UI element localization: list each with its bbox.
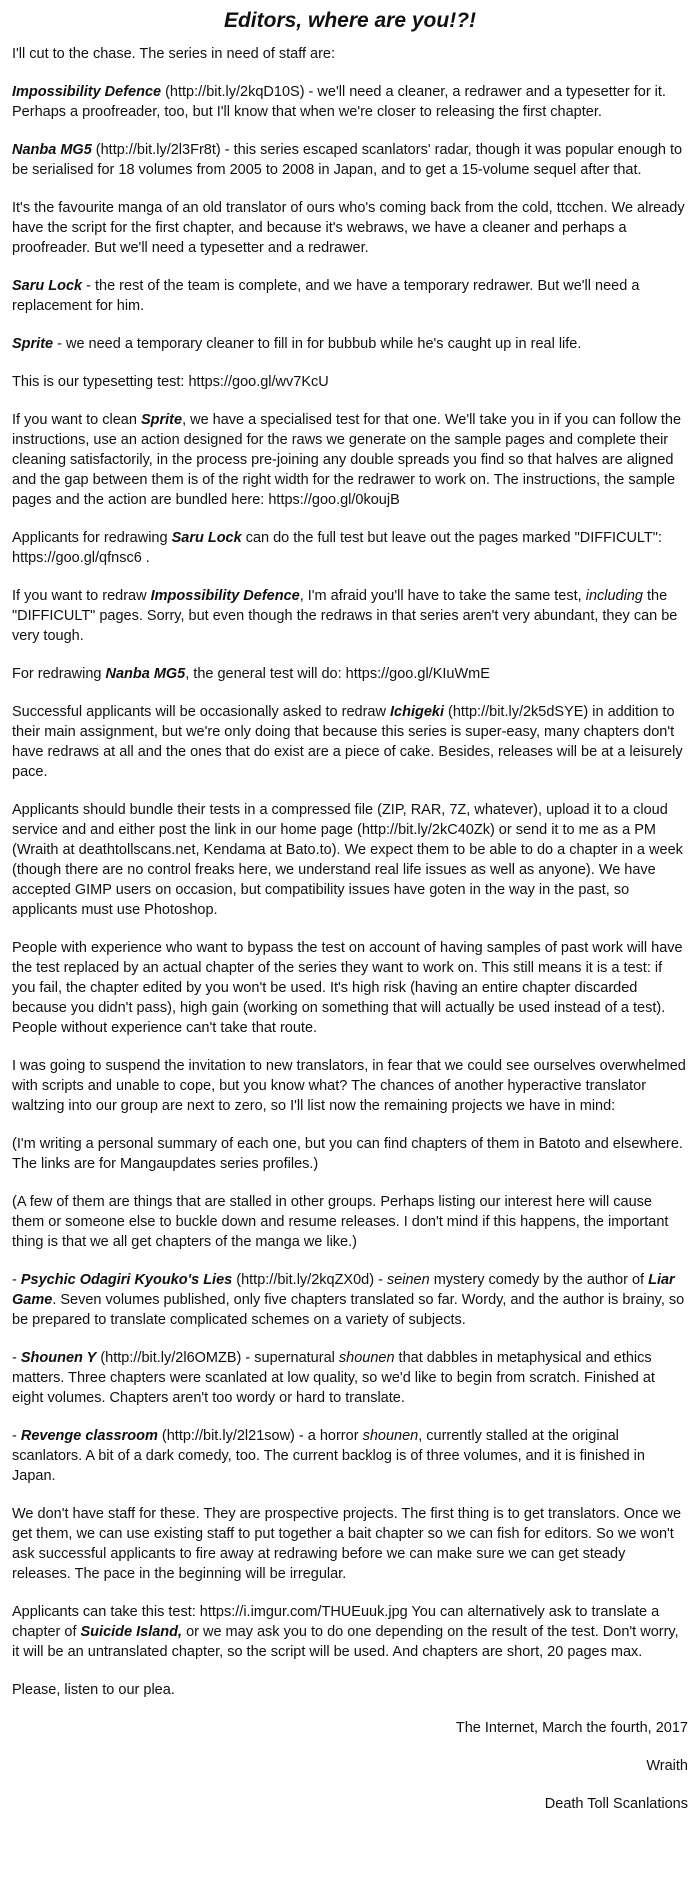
- bold-text: [21, 1350, 96, 1366]
- text-run: that dabbles in metaphysical and ethics matters. Three chapters were scanlated at low quality, so we'd like to begin from scratch. Finished at eight volumes. Chapters aren't too wordy or hard to translate.: [12, 1350, 655, 1406]
- paragraph: [12, 140, 688, 180]
- closing-group: Death Toll Scanlations: [544, 1796, 688, 1812]
- emphasis-text: Impossibility Defence: [12, 84, 162, 100]
- emphasis-text: Suicide Island,: [80, 1624, 183, 1640]
- bold-text: [21, 1428, 158, 1444]
- text-run: Applicants should bundle their tests in a compressed file (ZIP, RAR, 7Z, whatever), upload it to a cloud service and and either post the link in our home page (http://bit.ly/2kC40Zk) or send it to me as a PM (Wraith at deathtollscans.net, Kendama at Bato.to). We expect them to be able to do a chapter in a week (though there are no control freaks here, we understand real life issues as well as anyone). We have accepted GIMP users on occasion, but compatibility issues have goten in the way in the past, so applicants must use Photoshop.: [12, 802, 683, 918]
- text-run: We don't have staff for these. They are prospective projects. The first thing is to get translators. Once we get them, we can use existing staff to put together a bait chapter so we can fish for editors. So we won't ask successful applicants to fire away at redrawing before we can make sure we can get steady releases. The pace in the beginning will be irregular.: [12, 1506, 682, 1582]
- italic-text: shounen: [338, 1350, 395, 1366]
- text-run: , we have a specialised test for that one. We'll take you in if you can follow the instructions, use an action designed for the raws we generate on the sample pages and complete their cleaning satisfactorily, in the process pre-joining any double spreads you find so that halves are aligned and the gap between them is of the right width for the redrawer to work on. The instructions, the sample pages and the action are bundled here: https://goo.gl/0koujB: [12, 412, 682, 508]
- paragraph: [12, 702, 688, 782]
- text-run: -: [12, 1272, 21, 1288]
- text-run: If you want to clean: [12, 412, 141, 428]
- paragraph: [12, 1426, 688, 1486]
- paragraph: [12, 1192, 688, 1252]
- text-run: Please, listen to our plea.: [12, 1682, 175, 1698]
- text-run: the "DIFFICULT" pages. Sorry, but even though the redraws in that series aren't very abundant, they can be very tough.: [12, 588, 678, 644]
- text-run: It's the favourite manga of an old translator of ours who's coming back from the cold, ttcchen. We already have the script for the first chapter, and because it's webraws, we have a cleaner and perhaps a proofreader. But we'll need a typesetter and a redrawer.: [12, 200, 685, 256]
- text-run: , currently stalled at the original scanlators. A bit of a dark comedy, too. The current backlog is of three volumes, and it is finished in Japan.: [12, 1428, 645, 1484]
- paragraph: [12, 1056, 688, 1116]
- bold-text: [105, 666, 185, 682]
- paragraph: [12, 276, 688, 316]
- paragraph: [12, 1348, 688, 1408]
- italic-text: seinen: [386, 1272, 430, 1288]
- text-run: Applicants can take this test: https://i.imgur.com/THUEuuk.jpg You can alternatively ask to translate a chapter of: [12, 1604, 660, 1640]
- bold-text: [12, 278, 82, 294]
- text-run: . Seven volumes published, only five chapters translated so far. Wordy, and the author is brainy, so be prepared to translate complicated schemes on a variety of subjects.: [12, 1292, 685, 1328]
- emphasis-text: Nanba MG5: [105, 666, 186, 682]
- text-run: -: [12, 1428, 21, 1444]
- text-run: People with experience who want to bypass the test on account of having samples of past work will have the test replaced by an actual chapter of the series they want to work on. This still means it is a test: if you fail, the chapter edited by you won't be used. It's high risk (having an entire chapter discarded because you didn't pass), high gain (working on something that will actually be used instead of a test). People without experience can't take that route.: [12, 940, 683, 1036]
- bold-text: [12, 336, 53, 352]
- paragraph: [12, 198, 688, 258]
- text-run: (http://bit.ly/2l21sow) - a horror: [157, 1428, 363, 1444]
- paragraph: [12, 1134, 688, 1174]
- bold-text: [390, 704, 444, 720]
- bold-text: [141, 412, 182, 428]
- text-run: or we may ask you to do one depending on the result of the test. Don't worry, it will be an untranslated chapter, so the script will be used. And chapters are short, 20 pages max.: [12, 1624, 679, 1660]
- emphasis-text: Psychic Odagiri Kyouko's Lies: [20, 1272, 233, 1288]
- bold-text: [81, 1624, 183, 1640]
- text-run: For redrawing: [12, 666, 106, 682]
- text-run: (http://bit.ly/2k5dSYE) in addition to their main assignment, but we're only doing that because this series is super-easy, many chapters don't have redraws at all and the ones that do exist are a piece of cake. Besides, releases will be at a leisurely pace.: [12, 704, 683, 780]
- text-run: Successful applicants will be occasionally asked to redraw: [12, 704, 390, 720]
- page-title: Editors, where are you!?!: [223, 9, 477, 32]
- closing-date: The Internet, March the fourth, 2017: [455, 1720, 688, 1736]
- text-run: (http://bit.ly/2l3Fr8t) - this series escaped scanlators' radar, though it was popular enough to be serialised for 18 volumes from 2005 to 2008 in Japan, and to get a 15-volume sequel after that.: [12, 142, 683, 178]
- text-run: - we need a temporary cleaner to fill in for bubbub while he's caught up in real life.: [53, 336, 582, 352]
- paragraph: [12, 586, 688, 646]
- paragraph: [12, 1602, 688, 1662]
- paragraph: [12, 410, 688, 510]
- text-run: (http://bit.ly/2l6OMZB) - supernatural: [96, 1350, 339, 1366]
- bold-text: [12, 84, 161, 100]
- paragraph: [12, 372, 688, 392]
- closing-author: Wraith: [646, 1758, 688, 1774]
- text-run: -: [12, 1350, 21, 1366]
- bold-text: [21, 1272, 232, 1288]
- text-run: (http://bit.ly/2kqZX0d) -: [232, 1272, 387, 1288]
- paragraph: [12, 1270, 688, 1330]
- bold-text: [151, 588, 300, 604]
- paragraph: [12, 938, 688, 1038]
- text-run: I'll cut to the chase. The series in need of staff are:: [12, 46, 336, 62]
- paragraph: [12, 1504, 688, 1584]
- emphasis-text: Shounen Y: [20, 1350, 97, 1366]
- text-run: can do the full test but leave out the pages marked "DIFFICULT": https://goo.gl/qfnsc6 .: [12, 530, 662, 566]
- text-run: , the general test will do: https://goo.gl/KIuWmE: [185, 666, 490, 682]
- document-body: [12, 44, 688, 1700]
- bold-text: [172, 530, 242, 546]
- emphasis-text: Revenge classroom: [20, 1428, 158, 1444]
- emphasis-text: Sprite: [140, 412, 183, 428]
- emphasis-text: Saru Lock: [12, 278, 83, 294]
- text-run: (A few of them are things that are stalled in other groups. Perhaps listing our interest here will cause them or someone else to buckle down and resume releases. I don't mind if this happens, the important thing is that we all get chapters of the manga we like.): [12, 1194, 669, 1250]
- emphasis-text: Saru Lock: [171, 530, 242, 546]
- paragraph: [12, 44, 688, 64]
- italic-text: shounen: [362, 1428, 419, 1444]
- text-run: (I'm writing a personal summary of each one, but you can find chapters of them in Batoto and elsewhere. The links are for Mangaupdates series profiles.): [12, 1136, 683, 1172]
- paragraph: [12, 1680, 688, 1700]
- text-run: I was going to suspend the invitation to new translators, in fear that we could see ourselves overwhelmed with scripts and unable to cope, but you know what? The chances of another hyperactive translator waltzing into our group are next to zero, so I'll list now the remaining projects we have in mind:: [12, 1058, 686, 1114]
- paragraph: [12, 82, 688, 122]
- text-run: (http://bit.ly/2kqD10S) - we'll need a cleaner, a redrawer and a typesetter for it. Perhaps a proofreader, too, but I'll know that when we're closer to releasing the first chapter.: [12, 84, 666, 120]
- paragraph: [12, 800, 688, 920]
- paragraph: [12, 528, 688, 568]
- paragraph: [12, 334, 688, 354]
- emphasis-text: Sprite: [12, 336, 54, 352]
- italic-text: including: [585, 588, 643, 604]
- text-run: - the rest of the team is complete, and we have a temporary redrawer. But we'll need a replacement for him.: [12, 278, 640, 314]
- emphasis-text: Impossibility Defence: [150, 588, 300, 604]
- paragraph: [12, 664, 688, 684]
- emphasis-text: Liar Game: [12, 1272, 675, 1308]
- text-run: , I'm afraid you'll have to take the same test,: [299, 588, 586, 604]
- emphasis-text: Nanba MG5: [12, 142, 92, 158]
- text-run: Applicants for redrawing: [12, 530, 172, 546]
- text-run: mystery comedy by the author of: [429, 1272, 649, 1288]
- text-run: This is our typesetting test: https://goo.gl/wv7KcU: [12, 374, 329, 390]
- emphasis-text: Ichigeki: [390, 704, 444, 720]
- bold-text: [12, 142, 92, 158]
- text-run: If you want to redraw: [12, 588, 151, 604]
